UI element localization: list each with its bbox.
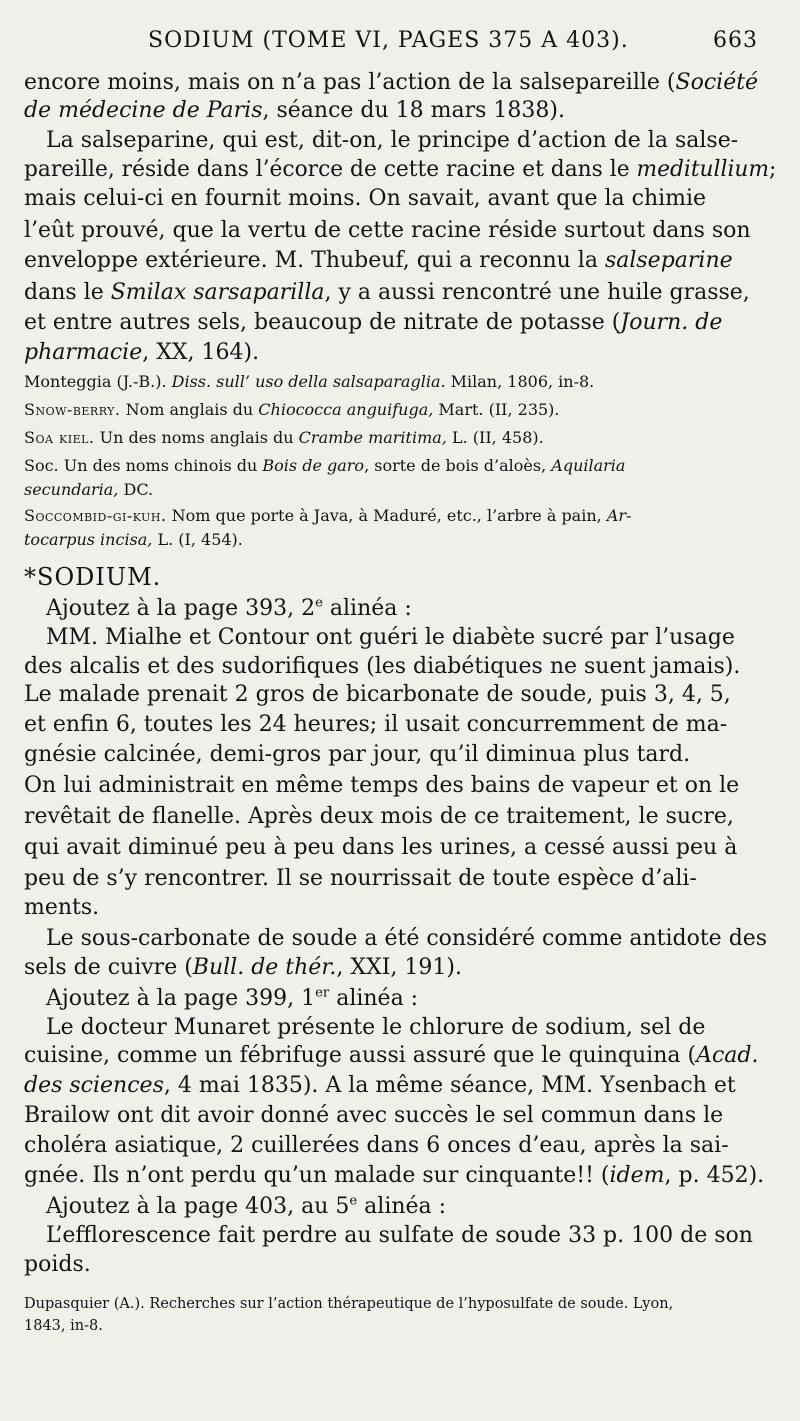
text-line: choléra asiatique, 2 cuillerées dans 6 onces d’eau, après la sai- [24,1133,729,1158]
header-title: SODIUM (TOME VI, PAGES 375 A 403). [148,28,629,53]
text-line: La salseparine, qui est, dit-on, le principe d’action de la salse- [46,128,739,153]
entry-monteggia: Monteggia (J.-B.). Diss. sull’ uso della salsaparaglia. Milan, 1806, in-8. [24,372,595,391]
text-line: Le docteur Munaret présente le chlorure de sodium, sel de [46,1015,706,1040]
text-line: gnée. Ils n’ont perdu qu’un malade sur cinquante!! (idem, p. 452). [24,1163,765,1188]
text-line: qui avait diminué peu à peu dans les urines, a cessé aussi peu à [24,835,738,860]
entry-soc: Soc. Un des noms chinois du Bois de garo, sorte de bois d’aloès, Aquilaria [24,456,626,475]
entry-soccombid: Soccombid-gi-kuh. Nom que porte à Java, à Maduré, etc., l’arbre à pain, Ar- [24,506,632,525]
text-line: poids. [24,1252,91,1277]
section-heading: *SODIUM. [24,563,162,591]
text-line: peu de s’y rencontrer. Il se nourrissait de toute espèce d’ali- [24,866,697,891]
text-line: des alcalis et des sudorifiques (les diabétiques ne suent jamais). [24,654,741,679]
text-line: L’efflorescence fait perdre au sulfate de soude 33 p. 100 de son [46,1223,753,1248]
entry-soccombid-cont: tocarpus incisa, L. (I, 454). [24,530,243,549]
text-line: On lui administrait en même temps des bains de vapeur et on le [24,773,740,798]
text-line: dans le Smilax sarsaparilla, y a aussi rencontré une huile grasse, [24,280,750,305]
text-line: Le sous-carbonate de soude a été considéré comme antidote des [46,926,768,951]
text-line: cuisine, comme un fébrifuge aussi assuré que le quinquina (Acad. [24,1043,759,1068]
text-line: sels de cuivre (Bull. de thér., XXI, 191). [24,955,462,980]
text-line: Le malade prenait 2 gros de bicarbonate de soude, puis 3, 4, 5, [24,682,731,707]
running-header [0,28,800,58]
text-line: MM. Mialhe et Contour ont guéri le diabète sucré par l’usage [46,625,735,650]
text-line: Ajoutez à la page 403, au 5e alinéa : [46,1193,447,1219]
text-line: pareille, réside dans l’écorce de cette racine et dans le meditullium; [24,157,777,182]
entry-soa-kiel: Soa kiel. Un des noms anglais du Crambe maritima, L. (II, 458). [24,428,544,447]
text-line: pharmacie, XX, 164). [24,340,260,365]
entry-dupasquier: Dupasquier (A.). Recherches sur l’action thérapeutique de l’hyposulfate de soude. Lyon, [24,1296,674,1312]
text-line: revêtait de flanelle. Après deux mois de ce traitement, le sucre, [24,804,734,829]
text-line: l’eût prouvé, que la vertu de cette racine réside surtout dans son [24,218,751,243]
text-line: encore moins, mais on n’a pas l’action de la salsepareille (Société [24,70,759,95]
entry-dupasquier-cont: 1843, in-8. [24,1318,103,1334]
text-line: Ajoutez à la page 393, 2e alinéa : [46,595,412,621]
text-line: enveloppe extérieure. M. Thubeuf, qui a reconnu la salseparine [24,248,733,273]
text-line: et entre autres sels, beaucoup de nitrate de potasse (Journ. de [24,310,723,335]
text-line: gnésie calcinée, demi-gros par jour, qu’il diminua plus tard. [24,742,691,767]
text-line: mais celui-ci en fournit moins. On savait, avant que la chimie [24,186,707,211]
text-line: des sciences, 4 mai 1835). A la même séance, MM. Ysenbach et [24,1073,736,1098]
entry-snow-berry: Snow-berry. Nom anglais du Chiococca anguifuga, Mart. (II, 235). [24,400,560,419]
text-line: ments. [24,895,100,920]
text-line: et enfin 6, toutes les 24 heures; il usait concurremment de ma- [24,712,728,737]
page-number: 663 [713,28,758,53]
text-line: Ajoutez à la page 399, 1er alinéa : [46,985,419,1011]
text-line: Brailow ont dit avoir donné avec succès le sel commun dans le [24,1103,724,1128]
entry-soc-cont: secundaria, DC. [24,480,154,499]
text-line: de médecine de Paris, séance du 18 mars 1838). [24,98,565,123]
